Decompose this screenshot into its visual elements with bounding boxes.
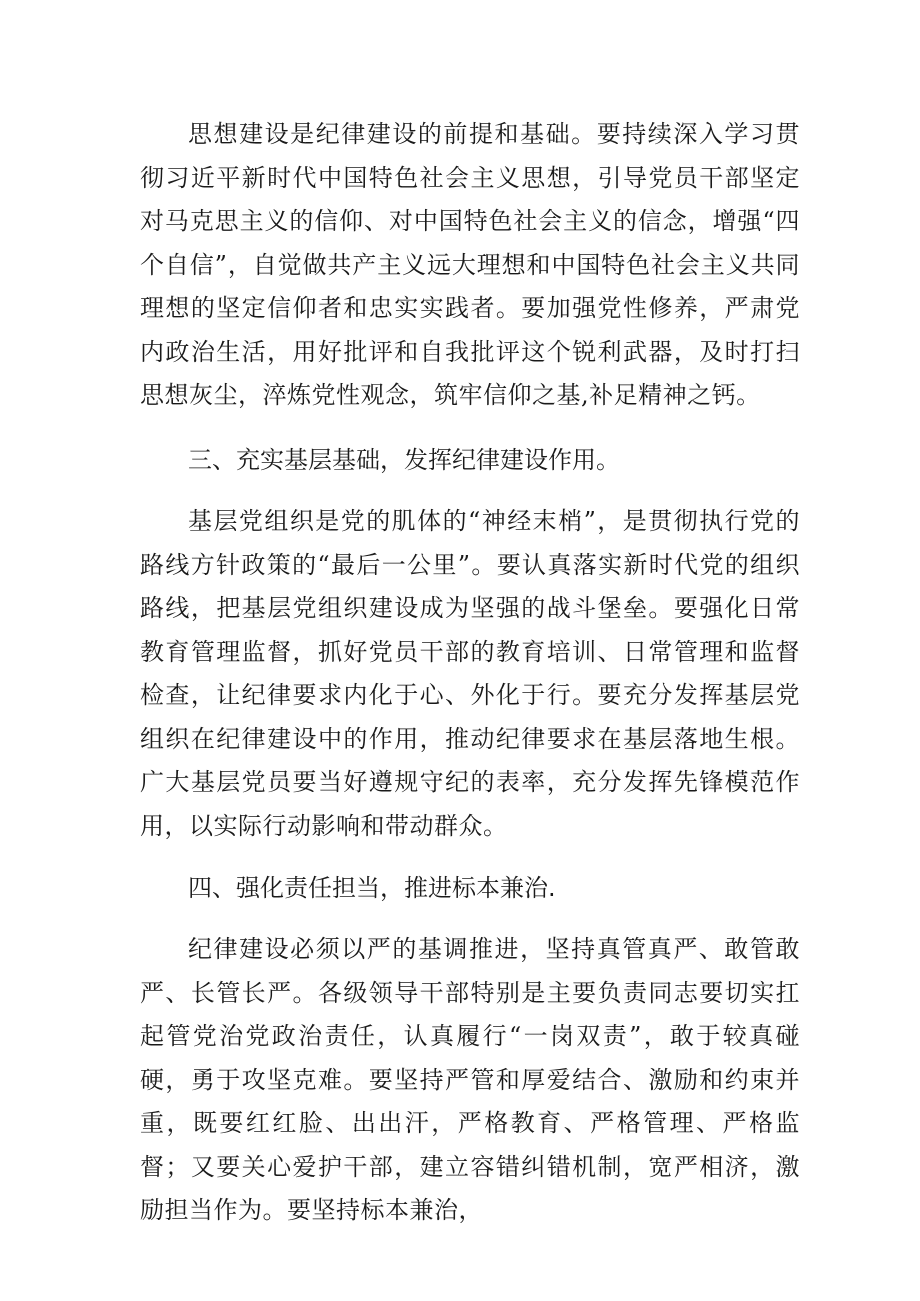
section-heading-four: 四、强化责任担当，推进标本兼治. [188, 874, 556, 902]
body-paragraph-ideological-building: 思想建设是纪律建设的前提和基础。要持续深入学习贯彻习近平新时代中国特色社会主义思想，引导党员干部坚定对马克思主义的信仰、对中国特色社会主义的信念，增强“四个自信”，自觉做共产主义远大理想和中国特色社会主义共同理想的坚定信仰者和忠实实践者。要加强党性修养，严肃党内政治生活，用好批评和自我批评这个锐利武器，及时打扫思想灰尘，淬炼党性观念，筑牢信仰之基,补足精神之钙。 [140, 120, 800, 409]
body-paragraph-responsibility: 纪律建设必须以严的基调推进，坚持真管真严、敢管敢严、长管长严。各级领导干部特别是主要负责同志要切实扛起管党治党政治责任，认真履行“一岗双责”，敢于较真碰硬，勇于攻坚克难。要坚持严管和厚爱结合、激励和约束并重，既要红红脸、出出汗，严格教育、严格管理、严格监督；又要关心爱护干部，建立容错纠错机制，宽严相济，激励担当作为。要坚持标本兼治， [140, 935, 800, 1224]
section-heading-three: 三、充实基层基础，发挥纪律建设作用。 [188, 446, 620, 474]
body-paragraph-grassroots: 基层党组织是党的肌体的“神经末梢”，是贯彻执行党的路线方针政策的“最后一公里”。要认真落实新时代党的组织路线，把基层党组织建设成为坚强的战斗堡垒。要强化日常教育管理监督，抓好党员干部的教育培训、日常管理和监督检查，让纪律要求内化于心、外化于行。要充分发挥基层党组织在纪律建设中的作用，推动纪律要求在基层落地生根。广大基层党员要当好遵规守纪的表率，充分发挥先锋模范作用，以实际行动影响和带动群众。 [140, 507, 800, 840]
